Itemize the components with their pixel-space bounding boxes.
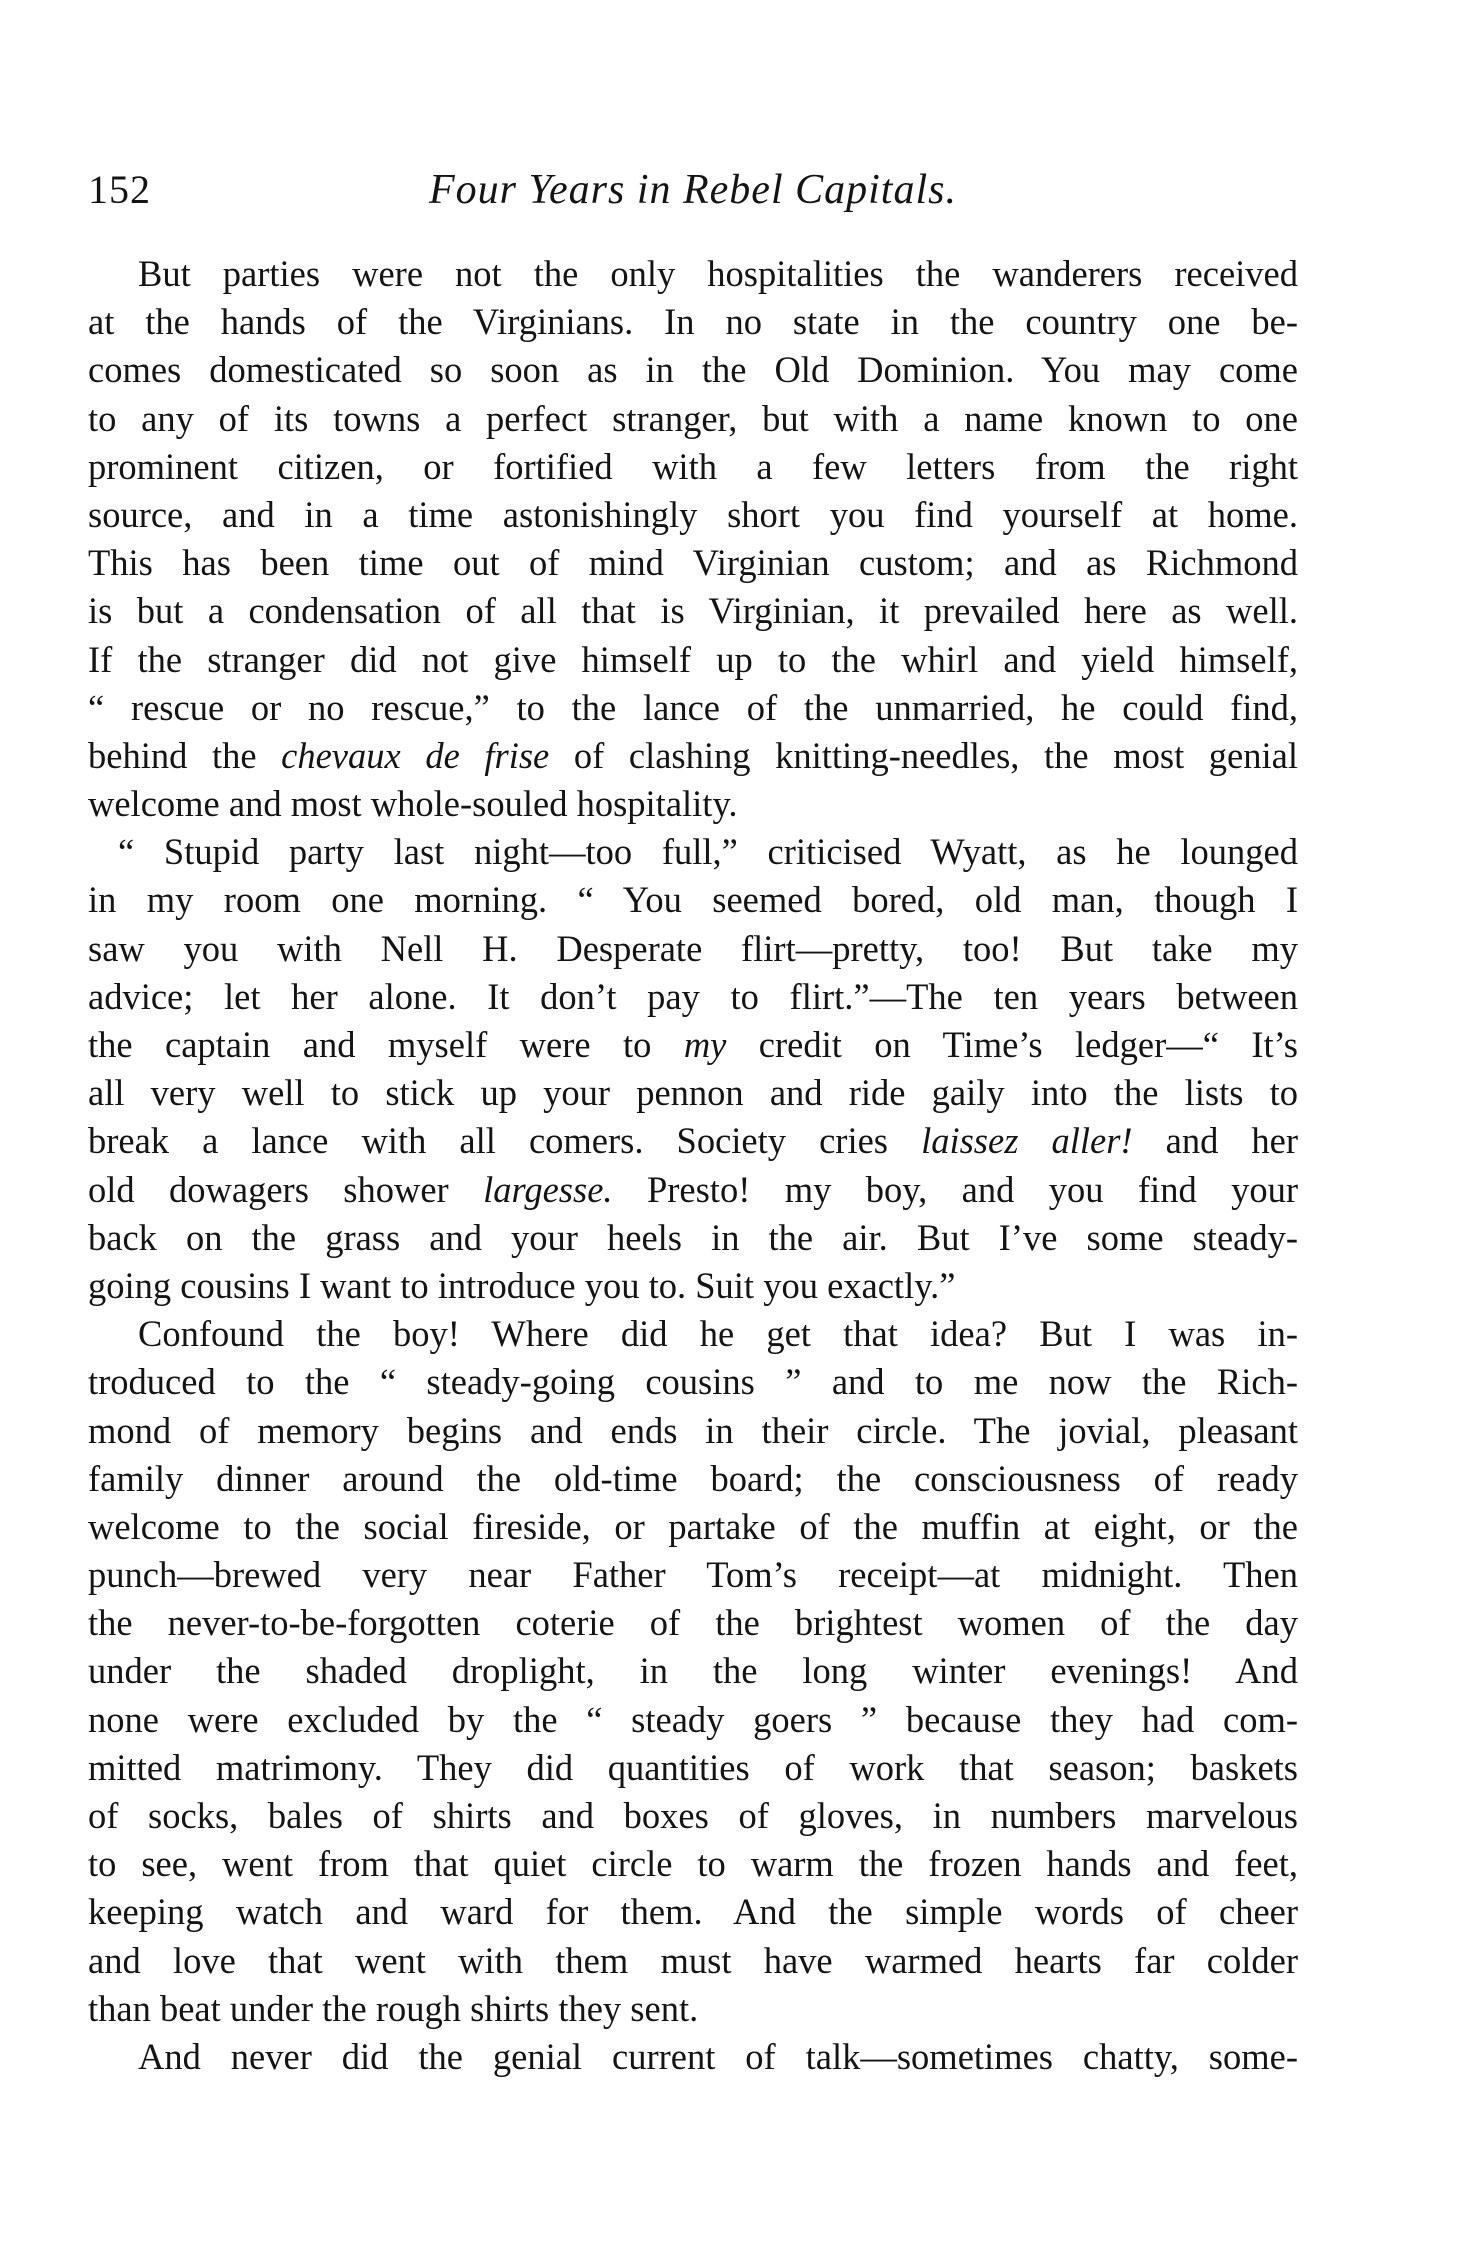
page-number: 152 [88, 167, 151, 212]
text-run: behind the [88, 734, 282, 776]
text-line: “ rescue or no rescue,” to the lance of the unmarried, he could find, [88, 686, 1298, 728]
text-line: welcome to the social fireside, or partake of the muffin at eight, or the [88, 1505, 1298, 1547]
text-run: credit on Time’s ledger—“ It’s [726, 1024, 1298, 1065]
text-line: mond of memory begins and ends in their circle. The jovial, pleasant [88, 1409, 1298, 1451]
text-line: at the hands of the Virginians. In no state in the country one be- [88, 301, 1298, 343]
text-line [88, 1117, 1298, 1165]
text-line: Confound the boy! Where did he get that idea? But I was in- [138, 1313, 1298, 1355]
text-line: family dinner around the old-time board; the consciousness of ready [88, 1457, 1298, 1499]
italic-phrase: my [683, 1024, 727, 1065]
text-line: in my room one morning. “ You seemed bored, old man, though I [88, 879, 1298, 921]
text-line: and love that went with them must have warmed hearts far colder [88, 1939, 1298, 1981]
text-line: of socks, bales of shirts and boxes of gloves, in numbers marvelous [88, 1795, 1298, 1836]
text-line [88, 732, 1298, 780]
text-run: of clashing knitting-needles, the most genial [549, 734, 1298, 776]
text-line: prominent citizen, or fortified with a few letters from the right [88, 445, 1298, 487]
text-line: welcome and most whole-souled hospitality. [88, 783, 738, 825]
text-line: “ Stupid party last night—too full,” criticised Wyatt, as he lounged [118, 831, 1298, 873]
text-run: Presto! my boy, and you find your [612, 1168, 1298, 1210]
text-line: is but a condensation of all that is Virginian, it prevailed here as well. [88, 590, 1298, 632]
text-run: the captain and myself were to [88, 1024, 684, 1065]
text-run: break a lance with all comers. Society cries [88, 1120, 922, 1162]
text-line: to see, went from that quiet circle to warm the frozen hands and feet, [88, 1843, 1298, 1885]
text-line: advice; let her alone. It don’t pay to flirt.”—The ten years between [88, 975, 1298, 1017]
text-line: to any of its towns a perfect stranger, but with a name known to one [88, 397, 1298, 439]
running-head [88, 160, 1298, 220]
italic-phrase: laissez aller! [921, 1120, 1133, 1162]
text-line: going cousins I want to introduce you to. Suit you exactly.” [88, 1264, 956, 1306]
book-title: Four Years in Rebel Capitals. [429, 167, 957, 213]
text-line: all very well to stick up your pennon and ride gaily into the lists to [88, 1072, 1298, 1114]
text-line: none were excluded by the “ steady goers ” because they had com- [88, 1698, 1298, 1740]
text-line: troduced to the “ steady-going cousins ” and to me now the Rich- [88, 1361, 1298, 1403]
text-run: and her [1132, 1120, 1298, 1162]
text-line: under the shaded droplight, in the long winter evenings! And [88, 1650, 1298, 1692]
text-line [88, 1166, 1298, 1214]
text-line: source, and in a time astonishingly short you find yourself at home. [88, 493, 1298, 535]
text-line: the never-to-be-forgotten coterie of the brightest women of the day [88, 1602, 1298, 1644]
text-line: punch—brewed very near Father Tom’s receipt—at midnight. Then [88, 1554, 1298, 1596]
text-line: saw you with Nell H. Desperate flirt—pretty, too! But take my [88, 927, 1298, 969]
text-line: But parties were not the only hospitalities the wanderers received [138, 253, 1298, 294]
text-line: keeping watch and ward for them. And the simple words of cheer [88, 1891, 1298, 1933]
text-line: If the stranger did not give himself up to the whirl and yield himself, [88, 638, 1298, 680]
italic-phrase: largesse. [483, 1168, 613, 1210]
text-line: than beat under the rough shirts they sent. [88, 1987, 699, 2029]
text-line: back on the grass and your heels in the air. But I’ve some steady- [88, 1216, 1298, 1258]
text-run: old dowagers shower [88, 1168, 484, 1210]
text-line: And never did the genial current of talk—sometimes chatty, some- [138, 2035, 1298, 2077]
text-line: This has been time out of mind Virginian custom; and as Richmond [88, 542, 1298, 584]
text-line: comes domesticated so soon as in the Old Dominion. You may come [88, 349, 1298, 391]
italic-phrase: chevaux de frise [281, 734, 550, 776]
text-body [88, 250, 1298, 2081]
text-line: mitted matrimony. They did quantities of work that season; baskets [88, 1746, 1298, 1788]
text-line [88, 1021, 1298, 1069]
